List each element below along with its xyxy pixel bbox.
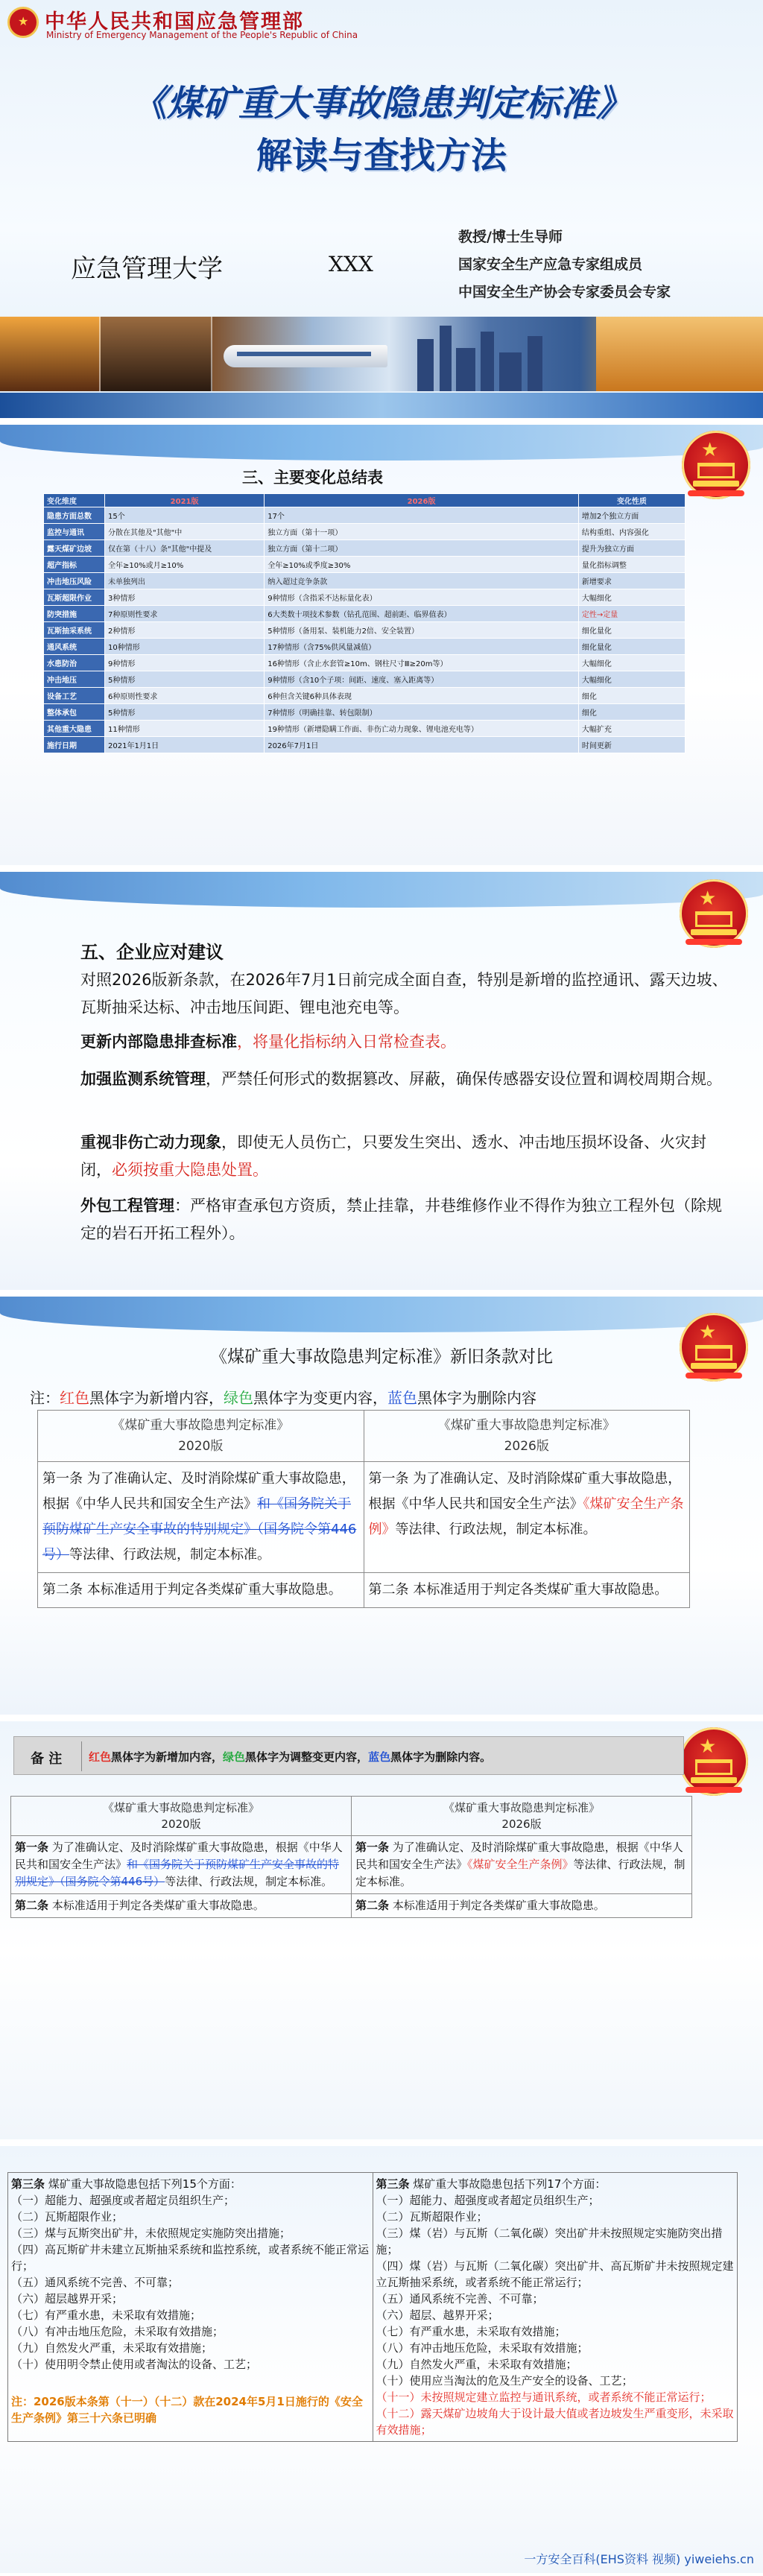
- old-article-2: 第二条 本标准适用于判定各类煤矿重大事故隐患。: [38, 1573, 364, 1608]
- row-dimension: 防突措施: [44, 606, 105, 622]
- new-article-2: 第二条 本标准适用于判定各类煤矿重大事故隐患。: [364, 1573, 690, 1608]
- column-header: 变化性质: [578, 494, 685, 507]
- article-text: 等法律、行政法规，制定本标准。: [165, 1875, 333, 1888]
- article-number: 第三条: [11, 2177, 45, 2191]
- table-row: [44, 671, 686, 688]
- deleted-text: 和《国务院关于预防煤矿生产安全事故的特别规定》（国务院令第446号）: [15, 1858, 340, 1888]
- table-row: [44, 688, 686, 704]
- cell-change: 提升为独立方面: [578, 540, 685, 557]
- cell-2026: 独立方面（第十二项）: [265, 540, 579, 557]
- legend-red: 红色: [89, 1750, 112, 1764]
- national-emblem-icon: ★: [680, 879, 748, 948]
- old-article-2: [11, 1894, 352, 1918]
- advice-keyword: 重视非伤亡动力现象: [80, 1133, 221, 1151]
- cell-2021: 2021年1月1日: [105, 737, 265, 753]
- cell-change: 大幅细化: [578, 671, 685, 688]
- table-row: [8, 2173, 738, 2442]
- header-version: 2020版: [161, 1817, 201, 1831]
- advice-slide: [0, 872, 763, 1293]
- new-article-1: [352, 1836, 692, 1894]
- row-dimension: 冲击地压: [44, 671, 105, 688]
- list-item: （六）超层、越界开采；: [376, 2308, 499, 2322]
- old-article-1: [38, 1462, 364, 1573]
- slide-header-wave: [0, 425, 763, 461]
- cell-change: 细化: [578, 688, 685, 704]
- header-title: 《煤矿重大事故隐患判定标准》: [102, 1801, 259, 1814]
- advice-paragraph: [80, 1192, 736, 1247]
- article-text: 煤矿重大事故隐患包括下列17个方面：: [413, 2177, 607, 2191]
- article-text: 等法律、行政法规，制定本标准。: [395, 1522, 597, 1537]
- header-title: 《煤矿重大事故隐患判定标准》: [112, 1418, 290, 1433]
- table-row: [11, 1797, 692, 1836]
- note-box: [13, 1736, 684, 1775]
- legend-text: 黑体字为删除内容。: [390, 1750, 492, 1764]
- advice-text: ，严禁任何形式的数据篡改、屏蔽，确保传感器安设位置和调校周期合规。: [206, 1070, 722, 1088]
- legend-text: 黑体字为调整变更内容，: [245, 1750, 369, 1764]
- old-article-1: [11, 1836, 352, 1894]
- cover-title: 《煤矿重大事故隐患判定标准》: [130, 83, 632, 124]
- cell-change: 量化指标调整: [578, 557, 685, 573]
- note-label: 备 注: [31, 1751, 63, 1767]
- cell-2021: 3种情形: [105, 589, 265, 606]
- cell-2026: 纳入超过竞争条款: [265, 573, 579, 589]
- table-row: [11, 1894, 692, 1918]
- legend-text: 黑体字为删除内容: [417, 1389, 536, 1407]
- credential-line: 教授/博士生导师: [458, 229, 563, 245]
- table-row: [38, 1573, 690, 1608]
- national-emblem-icon: ★: [680, 1727, 748, 1796]
- new-item-list: [376, 2192, 735, 2389]
- cell-change: 新增要求: [578, 573, 685, 589]
- summary-slide: [0, 425, 763, 868]
- list-item: （九）自然发火严重，未采取有效措施；: [11, 2341, 213, 2355]
- advice-paragraph: [80, 966, 736, 1022]
- cell-change: 细化: [578, 704, 685, 721]
- list-item: （十）使用明令禁止使用或者淘汰的设备、工艺；: [11, 2358, 258, 2371]
- cell-2026: 9种情形（含指采不达标量化表）: [265, 589, 579, 606]
- header-title: 《煤矿重大事故隐患判定标准》: [437, 1418, 615, 1433]
- list-item: （三）煤（岩）与瓦斯（二氧化碳）突出矿井未按照规定实施防突出措施；: [376, 2227, 723, 2256]
- cell-2026: 17种情形（含75%供风量减值）: [265, 639, 579, 655]
- author-credentials: [458, 224, 671, 306]
- row-dimension: 隐患方面总数: [44, 507, 105, 524]
- row-dimension: 通风系统: [44, 639, 105, 655]
- table-row: [44, 507, 686, 524]
- header-version: 2020版: [178, 1439, 224, 1454]
- article-number: 第一条: [355, 1841, 390, 1854]
- legend-green: 绿色: [223, 1750, 246, 1764]
- column-header: 变化维度: [44, 494, 105, 507]
- row-dimension: 超产指标: [44, 557, 105, 573]
- list-item: （四）高瓦斯矿井未建立瓦斯抽采系统和监控系统，或者系统不能正常运行；: [11, 2243, 370, 2273]
- table-row: [44, 704, 686, 721]
- legend-green: 绿色: [224, 1389, 253, 1407]
- advice-keyword: 加强监测系统管理: [80, 1070, 206, 1088]
- list-item: （一）超能力、超强度或者超定员组织生产；: [376, 2194, 600, 2207]
- table-row: [44, 606, 686, 622]
- new-article-1: [364, 1462, 690, 1573]
- list-item: （六）超层越界开采；: [11, 2292, 124, 2306]
- advice-text: 对照2026版新条款，在2026年7月1日前完成全面自查，特别是新增的监控通讯、露天边坡、瓦斯抽采达标、冲击地压间距、锂电池充电等。: [80, 971, 728, 1016]
- row-dimension: 设备工艺: [44, 688, 105, 704]
- cell-change: 结构重组、内容强化: [578, 524, 685, 540]
- cell-change: 大幅细化: [578, 655, 685, 671]
- article-text: 第一条 为了准确认定、及时消除煤矿重大事故隐患，根据《中华人民共和国安全生产法》: [42, 1471, 355, 1512]
- table-row: [38, 1411, 690, 1462]
- cell-2021: 全年≥10%或月≥10%: [105, 557, 265, 573]
- article-number: 第二条: [355, 1899, 390, 1912]
- article-text: 等法律、行政法规，制定本标准。: [355, 1858, 686, 1888]
- added-item: （十一）未按照规定建立监控与通讯系统，或者系统不能正常运行；: [376, 2390, 712, 2404]
- cell-2021: 9种情形: [105, 655, 265, 671]
- article-text: 煤矿重大事故隐患包括下列15个方面：: [48, 2177, 241, 2191]
- cell-2021: 2种情形: [105, 622, 265, 639]
- article-text: 为了准确认定、及时消除煤矿重大事故隐患，根据《中华人民共和国安全生产法》: [15, 1841, 343, 1871]
- ministry-name-en: Ministry of Emergency Management of the People's Republic of China: [46, 30, 358, 40]
- credential-line: 国家安全生产应急专家组成员: [458, 256, 643, 273]
- cover-slide: [0, 0, 763, 421]
- new-version-header: [364, 1411, 690, 1462]
- article-text: 本标准适用于判定各类煤矿重大事故隐患。: [51, 1899, 265, 1912]
- article-number: 第三条: [376, 2177, 410, 2191]
- industry-photo-banner: [0, 317, 763, 391]
- comparison-table: [37, 1410, 690, 1608]
- advice-paragraph: [80, 1066, 736, 1093]
- comparison-title: 《煤矿重大事故隐患判定标准》新旧条款对比: [210, 1347, 553, 1367]
- row-dimension: 瓦斯超限作业: [44, 589, 105, 606]
- comparison-slide: [0, 1297, 763, 1718]
- cell-2026: 19种情形（新增隐瞒工作面、非伤亡动力现象、锂电池充电等）: [265, 721, 579, 737]
- header-version: 2026版: [504, 1439, 549, 1454]
- table-row: [44, 737, 686, 753]
- advice-emphasis: ，将量化指标纳入日常检查表。: [237, 1033, 456, 1051]
- article-number: 第二条: [15, 1899, 49, 1912]
- new-version-header: [352, 1797, 692, 1836]
- table-row: [44, 557, 686, 573]
- header-version: 2026版: [501, 1817, 542, 1831]
- cell-2026: 17个: [265, 507, 579, 524]
- advice-keyword: 更新内部隐患排查标准: [80, 1033, 237, 1051]
- list-item: （七）有严重水患，未采取有效措施；: [376, 2325, 566, 2338]
- cell-2021: 分散在其他及"其他"中: [105, 524, 265, 540]
- legend-text: 黑体字为变更内容，: [253, 1389, 387, 1407]
- cell-2021: 10种情形: [105, 639, 265, 655]
- advice-paragraph: [80, 1028, 736, 1056]
- advice-emphasis: 必须按重大隐患处置。: [112, 1161, 268, 1179]
- row-dimension: 露天煤矿边坡: [44, 540, 105, 557]
- advice-paragraph: [80, 1129, 736, 1184]
- cell-change: 细化量化: [578, 639, 685, 655]
- table-row: [38, 1462, 690, 1573]
- cell-2021: 11种情形: [105, 721, 265, 737]
- article-text: 等法律、行政法规，制定本标准。: [69, 1547, 270, 1563]
- article-note: 注：2026版本条第（十一）（十二）款在2024年5月1日施行的《安全生产条例》第三十六条已明确: [11, 2395, 363, 2425]
- cover-footer-strip: [0, 393, 763, 421]
- table-row: [44, 655, 686, 671]
- cell-change: 定性→定量: [578, 606, 685, 622]
- ministry-emblem-icon: [7, 7, 39, 38]
- added-text: 《煤矿安全生产条例》: [368, 1496, 684, 1537]
- legend-blue: 蓝色: [368, 1750, 391, 1764]
- list-item: （八）有冲击地压危险，未采取有效措施；: [376, 2341, 589, 2355]
- cell-2026: 2026年7月1日: [265, 737, 579, 753]
- list-item: （七）有严重水患，未采取有效措施；: [11, 2308, 202, 2322]
- old-version-header: [38, 1411, 364, 1462]
- article-number: 第一条: [15, 1841, 49, 1854]
- added-item: （十二）露天煤矿边坡角大于设计最大值或者边坡发生严重变形，未采取有效措施；: [376, 2407, 734, 2437]
- cell-2026: 7种情形（明确挂靠、转包限制）: [265, 704, 579, 721]
- cell-change: 大幅细化: [578, 589, 685, 606]
- train-image: [224, 345, 387, 367]
- cell-change: 大幅扩充: [578, 721, 685, 737]
- table-row: [44, 622, 686, 639]
- cell-change: 细化量化: [578, 622, 685, 639]
- list-item: （十）使用应当淘汰的危及生产安全的设备、工艺；: [376, 2374, 633, 2387]
- comparison-table: [7, 2172, 738, 2442]
- row-dimension: 其他重大隐患: [44, 721, 105, 737]
- list-item: （一）超能力、超强度或者超定员组织生产；: [11, 2194, 235, 2207]
- ministry-name-cn: 中华人民共和国应急管理部: [45, 10, 304, 34]
- slide-header-wave: [0, 1297, 763, 1332]
- footer-source: 一方安全百科(EHS资料 视频) yiweiehs.cn: [524, 2552, 754, 2566]
- row-dimension: 冲击地压风险: [44, 573, 105, 589]
- row-dimension: 整体承包: [44, 704, 105, 721]
- university-name: 应急管理大学: [71, 254, 223, 284]
- cell-2026: 6种但含关键6种具体表现: [265, 688, 579, 704]
- list-item: （九）自然发火严重，未采取有效措施；: [376, 2358, 577, 2371]
- national-emblem-icon: ★: [682, 431, 750, 499]
- note-text: [89, 1749, 491, 1765]
- table-row: [44, 524, 686, 540]
- added-text: 《煤矿安全生产条例》: [467, 1858, 574, 1871]
- national-emblem-icon: ★: [680, 1313, 748, 1382]
- article-text: 第一条 为了准确认定、及时消除煤矿重大事故隐患，根据《中华人民共和国安全生产法》: [368, 1471, 682, 1512]
- ministry-header: [7, 4, 425, 42]
- comparison-slide-article3: [0, 2146, 763, 2576]
- color-legend: [30, 1386, 536, 1408]
- cell-2021: 5种情形: [105, 671, 265, 688]
- cell-2026: 独立方面（第十一项）: [265, 524, 579, 540]
- comparison-table: [10, 1796, 692, 1918]
- legend-prefix: 注：: [30, 1389, 60, 1407]
- table-row: [44, 540, 686, 557]
- legend-red: 红色: [60, 1389, 89, 1407]
- list-item: （二）瓦斯超限作业；: [11, 2210, 124, 2224]
- cover-subtitle: 解读与查找方法: [256, 135, 507, 177]
- legend-blue: 蓝色: [387, 1389, 417, 1407]
- table-row: [44, 721, 686, 737]
- legend-text: 黑体字为新增加内容，: [111, 1750, 224, 1764]
- list-item: （四）煤（岩）与瓦斯（二氧化碳）突出矿井、高瓦斯矿井未按照规定建立瓦斯抽采系统，或者系统不能正常运行；: [376, 2259, 734, 2289]
- cell-2021: 未单独列出: [105, 573, 265, 589]
- list-item: （五）通风系统不完善、不可靠；: [376, 2292, 544, 2306]
- old-version-header: [11, 1797, 352, 1836]
- cell-2021: 仅在第（十八）条"其他"中提及: [105, 540, 265, 557]
- table-row: [44, 589, 686, 606]
- cell-change: 时间更新: [578, 737, 685, 753]
- section-title: 三、主要变化总结表: [242, 469, 383, 487]
- advice-heading: 五、企业应对建议: [80, 942, 224, 963]
- comparison-slide-detail: [0, 1721, 763, 2142]
- old-item-list: [11, 2192, 370, 2373]
- new-article-2: [352, 1894, 692, 1918]
- advice-keyword: 外包工程管理: [80, 1197, 174, 1215]
- column-header: 2021版: [105, 494, 265, 507]
- list-item: （八）有冲击地压危险，未采取有效措施；: [11, 2325, 224, 2338]
- new-article-3: [373, 2173, 738, 2442]
- cell-2021: 15个: [105, 507, 265, 524]
- slide-header-wave: [0, 872, 763, 908]
- row-dimension: 施行日期: [44, 737, 105, 753]
- credential-line: 中国安全生产协会专家委员会专家: [458, 284, 671, 300]
- cell-2021: 7种原则性要求: [105, 606, 265, 622]
- list-item: （五）通风系统不完善、不可靠；: [11, 2276, 180, 2289]
- list-item: （三）煤与瓦斯突出矿井，未依照规定实施防突出措施；: [11, 2227, 291, 2240]
- deleted-text: 和《国务院关于预防煤矿生产安全事故的特别规定》（国务院令第446号）: [42, 1496, 357, 1563]
- list-item: （二）瓦斯超限作业；: [376, 2210, 488, 2224]
- old-article-3: [8, 2173, 373, 2442]
- legend-text: 黑体字为新增内容，: [89, 1389, 224, 1407]
- cell-2026: 全年≥10%或季度≥30%: [265, 557, 579, 573]
- row-dimension: 水患防治: [44, 655, 105, 671]
- cell-2026: 16种情形（含止水套管≥10m、钢柱尺寸Ⅲ≥20m等）: [265, 655, 579, 671]
- column-header: 2026版: [265, 494, 579, 507]
- table-row: [44, 639, 686, 655]
- table-row: [44, 573, 686, 589]
- article-text: 为了准确认定、及时消除煤矿重大事故隐患，根据《中华人民共和国安全生产法》: [355, 1841, 683, 1871]
- header-title: 《煤矿重大事故隐患判定标准》: [443, 1801, 600, 1814]
- row-dimension: 瓦斯抽采系统: [44, 622, 105, 639]
- summary-header-row: [44, 494, 686, 507]
- summary-table: [43, 493, 686, 753]
- author-name: XXX: [329, 252, 373, 276]
- article-text: 本标准适用于判定各类煤矿重大事故隐患。: [392, 1899, 605, 1912]
- advice-text: ：严格审查承包方资质，禁止挂靠，井巷维修作业不得作为独立工程外包（除规定的岩石开拓工程外）。: [80, 1197, 722, 1242]
- cell-2026: 6大类数十项技术参数（钻孔范围、超前距、临界值表）: [265, 606, 579, 622]
- advice-text: ，即使无人员伤亡，只要发生突出、透水、冲击地压损坏设备、火灾封闭，: [80, 1133, 706, 1179]
- cell-2021: 5种情形: [105, 704, 265, 721]
- table-row: [11, 1836, 692, 1894]
- cell-change: 增加2个独立方面: [578, 507, 685, 524]
- cell-2021: 6种原则性要求: [105, 688, 265, 704]
- row-dimension: 监控与通讯: [44, 524, 105, 540]
- cell-2026: 5种情形（备用泵、装机能力2倍、安全装置）: [265, 622, 579, 639]
- cell-2026: 9种情形（含10个子项：间距、速度、塞入距离等）: [265, 671, 579, 688]
